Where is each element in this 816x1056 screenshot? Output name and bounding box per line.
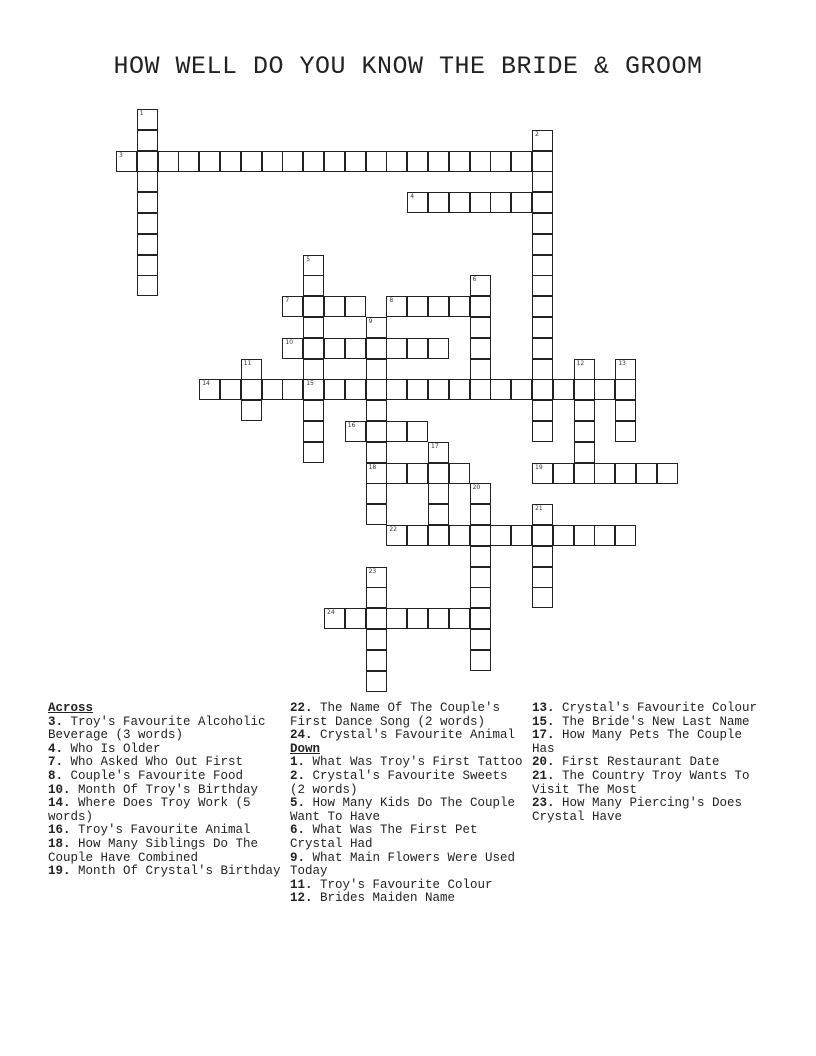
across-clue	[48, 797, 284, 824]
grid-cell[interactable]	[366, 151, 387, 172]
grid-cell[interactable]	[282, 338, 303, 359]
grid-cell[interactable]	[407, 192, 428, 213]
clue-number: 11.	[290, 877, 313, 892]
clue-number: 17.	[532, 728, 555, 743]
grid-cell[interactable]	[324, 151, 345, 172]
grid-cell[interactable]	[303, 296, 324, 317]
cell-number: 9	[368, 318, 373, 325]
grid-cell[interactable]	[532, 255, 553, 276]
grid-cell[interactable]	[178, 151, 199, 172]
down-clue	[290, 892, 526, 906]
grid-cell[interactable]	[532, 504, 553, 525]
clue-number: 5.	[290, 796, 306, 811]
grid-cell[interactable]	[137, 234, 158, 255]
clue-text: First Restaurant Date	[554, 755, 720, 770]
grid-cell[interactable]	[532, 213, 553, 234]
clue-text: Where Does Troy Work (5 words)	[48, 796, 251, 824]
grid-cell[interactable]	[428, 525, 449, 546]
clue-number: 6.	[290, 823, 306, 838]
grid-cell[interactable]	[324, 608, 345, 629]
grid-cell[interactable]	[470, 317, 491, 338]
grid-cell[interactable]	[324, 379, 345, 400]
down-clue	[532, 702, 768, 716]
across-clue	[48, 756, 284, 770]
grid-cell[interactable]	[470, 483, 491, 504]
grid-cell[interactable]	[428, 338, 449, 359]
grid-cell[interactable]	[407, 421, 428, 442]
cell-number: 15	[306, 380, 314, 388]
grid-cell[interactable]	[303, 317, 324, 338]
grid-cell[interactable]	[137, 213, 158, 234]
clues-column-2	[290, 702, 526, 906]
grid-cell[interactable]	[366, 442, 387, 463]
cell-number: 17	[431, 442, 439, 450]
grid-cell[interactable]	[303, 151, 324, 172]
grid-cell[interactable]	[428, 504, 449, 525]
grid-cell[interactable]	[470, 359, 491, 380]
grid-cell[interactable]	[470, 546, 491, 567]
grid-cell[interactable]	[636, 463, 657, 484]
clue-number: 19.	[48, 864, 71, 879]
grid-cell[interactable]	[366, 421, 387, 442]
grid-cell[interactable]	[386, 463, 407, 484]
grid-cell[interactable]	[407, 379, 428, 400]
grid-cell[interactable]	[366, 650, 387, 671]
cell-number: 19	[535, 463, 543, 471]
down-heading: Down	[290, 741, 321, 756]
grid-cell[interactable]	[470, 525, 491, 546]
grid-cell[interactable]	[366, 629, 387, 650]
grid-cell[interactable]	[220, 151, 241, 172]
grid-cell[interactable]	[345, 151, 366, 172]
grid-cell[interactable]	[470, 275, 491, 296]
clue-number: 2.	[290, 768, 306, 783]
down-clue	[532, 770, 768, 797]
clue-text: The Country Troy Wants To Visit The Most	[532, 768, 750, 797]
cell-number: 8	[389, 297, 394, 305]
grid-cell[interactable]	[532, 587, 553, 608]
grid-cell[interactable]	[386, 421, 407, 442]
across-clue	[48, 838, 284, 865]
grid-cell[interactable]	[366, 463, 387, 484]
grid-cell[interactable]	[345, 421, 366, 442]
across-clue	[48, 784, 284, 798]
grid-cell[interactable]	[470, 296, 491, 317]
clue-text: Troy's Favourite Alcoholic Beverage (3 words)	[48, 714, 266, 743]
cell-number: 23	[368, 567, 377, 575]
across-clue	[48, 716, 284, 743]
cell-number: 1	[139, 110, 144, 117]
grid-cell[interactable]	[428, 151, 449, 172]
grid-cell[interactable]	[366, 317, 387, 338]
clue-number: 21.	[532, 768, 555, 783]
grid-cell[interactable]	[428, 192, 449, 213]
grid-cell[interactable]	[553, 525, 574, 546]
grid-cell[interactable]	[303, 421, 324, 442]
grid-cell[interactable]	[407, 525, 428, 546]
grid-cell[interactable]	[303, 275, 324, 296]
grid-cell[interactable]	[199, 151, 220, 172]
clue-number: 23.	[532, 796, 555, 811]
grid-cell[interactable]	[345, 338, 366, 359]
cell-number: 12	[576, 359, 585, 367]
grid-cell[interactable]	[366, 359, 387, 380]
grid-cell[interactable]	[470, 629, 491, 650]
across-clue	[48, 743, 284, 757]
grid-cell[interactable]	[449, 151, 470, 172]
cell-number: 22	[389, 526, 398, 533]
clue-text: The Bride's New Last Name	[554, 714, 750, 729]
grid-cell[interactable]	[428, 379, 449, 400]
grid-cell[interactable]	[366, 379, 387, 400]
grid-cell[interactable]	[137, 255, 158, 276]
grid-cell[interactable]	[470, 608, 491, 629]
grid-cell[interactable]	[449, 463, 470, 484]
grid-cell[interactable]	[345, 608, 366, 629]
grid-cell[interactable]	[241, 400, 262, 421]
clue-text: Troy's Favourite Animal	[70, 823, 251, 838]
grid-cell[interactable]	[386, 608, 407, 629]
cell-number: 4	[410, 193, 415, 201]
grid-cell[interactable]	[470, 338, 491, 359]
grid-cell[interactable]	[407, 608, 428, 629]
grid-cell[interactable]	[511, 525, 532, 546]
grid-cell[interactable]	[490, 525, 511, 546]
down-clue	[290, 756, 526, 770]
clue-text: Month Of Crystal's Birthday	[70, 864, 281, 879]
grid-cell[interactable]	[532, 359, 553, 380]
grid-cell[interactable]	[553, 379, 574, 400]
grid-cell[interactable]	[303, 359, 324, 380]
grid-cell[interactable]	[532, 192, 553, 213]
grid-cell[interactable]	[282, 151, 303, 172]
grid-cell[interactable]	[407, 338, 428, 359]
grid-cell[interactable]	[449, 608, 470, 629]
grid-cell[interactable]	[158, 151, 179, 172]
clue-number: 22.	[290, 701, 313, 715]
grid-cell[interactable]	[303, 442, 324, 463]
grid-cell[interactable]	[137, 130, 158, 151]
grid-cell[interactable]	[490, 192, 511, 213]
grid-cell[interactable]	[470, 650, 491, 671]
clue-number: 16.	[48, 823, 71, 838]
grid-cell[interactable]	[470, 504, 491, 525]
grid-cell[interactable]	[386, 296, 407, 317]
cell-number: 14	[202, 380, 210, 388]
grid-cell[interactable]	[511, 379, 532, 400]
grid-cell[interactable]	[262, 151, 283, 172]
grid-cell[interactable]	[241, 379, 262, 400]
grid-cell[interactable]	[532, 234, 553, 255]
clue-text: How Many Kids Do The Couple Want To Have	[290, 796, 516, 824]
grid-cell[interactable]	[532, 525, 553, 546]
grid-cell[interactable]	[241, 151, 262, 172]
grid-cell[interactable]	[470, 151, 491, 172]
grid-cell[interactable]	[428, 442, 449, 463]
clues-column-3	[532, 702, 768, 824]
grid-cell[interactable]	[262, 379, 283, 400]
clue-text: The Name Of The Couple's First Dance Song (2 words)	[290, 701, 501, 729]
cell-number: 6	[472, 276, 477, 284]
grid-cell[interactable]	[532, 546, 553, 567]
clue-number: 3.	[48, 714, 64, 729]
grid-cell[interactable]	[532, 567, 553, 588]
cell-number: 24	[327, 609, 335, 617]
clue-number: 18.	[48, 836, 71, 851]
grid-cell[interactable]	[241, 359, 262, 380]
clue-text: Crystal's Favourite Animal	[312, 728, 516, 743]
clue-text: What Main Flowers Were Used Today	[290, 850, 516, 879]
down-clue	[532, 729, 768, 756]
clue-number: 10.	[48, 782, 71, 797]
down-clue	[290, 824, 526, 851]
clue-number: 12.	[290, 891, 313, 906]
grid-cell[interactable]	[615, 525, 636, 546]
grid-cell[interactable]	[386, 525, 407, 546]
grid-cell[interactable]	[532, 296, 553, 317]
grid-cell[interactable]	[137, 275, 158, 296]
clue-text: Crystal's Favourite Colour	[554, 701, 758, 715]
grid-cell[interactable]	[303, 338, 324, 359]
grid-cell[interactable]	[490, 151, 511, 172]
clue-text: Crystal's Favourite Sweets (2 words)	[290, 768, 508, 797]
clue-number: 20.	[532, 755, 555, 770]
grid-cell[interactable]	[532, 275, 553, 296]
grid-cell[interactable]	[532, 400, 553, 421]
clue-text: How Many Pets The Couple Has	[532, 728, 743, 756]
cell-number: 2	[535, 130, 539, 138]
cell-number: 13	[618, 359, 626, 367]
grid-cell[interactable]	[490, 379, 511, 400]
clue-text: Brides Maiden Name	[312, 891, 456, 906]
page-title: HOW WELL DO YOU KNOW THE BRIDE & GROOM	[113, 52, 703, 81]
grid-cell[interactable]	[303, 379, 324, 400]
grid-cell[interactable]	[511, 192, 532, 213]
cell-number: 18	[368, 463, 377, 471]
clue-text: How Many Siblings Do The Couple Have Combined	[48, 836, 259, 865]
clue-number: 24.	[290, 728, 313, 743]
grid-cell[interactable]	[386, 151, 407, 172]
grid-cell[interactable]	[282, 379, 303, 400]
grid-cell[interactable]	[615, 359, 636, 380]
grid-cell[interactable]	[532, 463, 553, 484]
grid-cell[interactable]	[137, 109, 158, 130]
clue-text: What Was The First Pet Crystal Had	[290, 823, 478, 851]
cell-number: 3	[119, 151, 123, 159]
grid-cell[interactable]	[657, 463, 678, 484]
grid-cell[interactable]	[574, 359, 595, 380]
cell-number: 20	[472, 484, 481, 492]
grid-cell[interactable]	[615, 400, 636, 421]
clue-number: 14.	[48, 796, 71, 811]
down-clue	[532, 756, 768, 770]
grid-cell[interactable]	[574, 400, 595, 421]
clue-number: 4.	[48, 741, 64, 756]
across-clue	[48, 824, 284, 838]
grid-cell[interactable]	[220, 379, 241, 400]
grid-cell[interactable]	[137, 192, 158, 213]
clue-number: 9.	[290, 850, 306, 865]
grid-cell[interactable]	[574, 525, 595, 546]
grid-cell[interactable]	[449, 296, 470, 317]
down-clue	[290, 852, 526, 879]
clue-text: Who Is Older	[63, 741, 161, 756]
grid-cell[interactable]	[386, 338, 407, 359]
grid-cell[interactable]	[407, 296, 428, 317]
grid-cell[interactable]	[470, 379, 491, 400]
grid-cell[interactable]	[615, 421, 636, 442]
grid-cell[interactable]	[324, 338, 345, 359]
grid-cell[interactable]	[199, 379, 220, 400]
grid-cell[interactable]	[366, 587, 387, 608]
grid-cell[interactable]	[366, 400, 387, 421]
clue-text: Couple's Favourite Food	[63, 768, 244, 783]
across-clue	[290, 729, 526, 743]
cell-number: 7	[285, 297, 290, 305]
grid-cell[interactable]	[574, 442, 595, 463]
grid-cell[interactable]	[532, 421, 553, 442]
grid-cell[interactable]	[303, 255, 324, 276]
grid-cell[interactable]	[532, 379, 553, 400]
grid-cell[interactable]	[428, 463, 449, 484]
grid-cell[interactable]	[386, 379, 407, 400]
grid-cell[interactable]	[594, 379, 615, 400]
grid-cell[interactable]	[407, 151, 428, 172]
across-clue	[290, 702, 526, 729]
grid-cell[interactable]	[615, 379, 636, 400]
down-clue	[290, 770, 526, 797]
grid-cell[interactable]	[449, 192, 470, 213]
grid-cell[interactable]	[470, 567, 491, 588]
grid-cell[interactable]	[366, 504, 387, 525]
grid-cell[interactable]	[137, 151, 158, 172]
grid-cell[interactable]	[594, 525, 615, 546]
grid-cell[interactable]	[511, 151, 532, 172]
cell-number: 11	[243, 359, 252, 367]
cell-number: 21	[535, 505, 543, 513]
grid-cell[interactable]	[137, 171, 158, 192]
clue-number: 15.	[532, 714, 555, 729]
clues-column-1	[48, 702, 284, 879]
grid-cell[interactable]	[366, 567, 387, 588]
grid-cell[interactable]	[532, 317, 553, 338]
clue-number: 13.	[532, 701, 555, 715]
grid-cell[interactable]	[428, 608, 449, 629]
grid-cell[interactable]	[615, 463, 636, 484]
clue-text: How Many Piercing's Does Crystal Have	[532, 796, 743, 824]
across-clue	[48, 865, 284, 879]
grid-cell[interactable]	[594, 463, 615, 484]
cell-number: 5	[306, 255, 311, 263]
clue-text: Month Of Troy's Birthday	[70, 782, 259, 797]
down-clue	[532, 797, 768, 824]
grid-cell[interactable]	[428, 296, 449, 317]
down-clue	[532, 716, 768, 730]
grid-cell[interactable]	[574, 463, 595, 484]
grid-cell[interactable]	[324, 296, 345, 317]
across-heading: Across	[48, 701, 94, 715]
grid-cell[interactable]	[366, 671, 387, 692]
across-clue	[48, 770, 284, 784]
clue-text: What Was Troy's First Tattoo	[305, 755, 523, 770]
cell-number: 10	[285, 338, 294, 346]
grid-cell[interactable]	[366, 338, 387, 359]
grid-cell[interactable]	[532, 130, 553, 151]
down-clue	[290, 879, 526, 893]
grid-cell[interactable]	[553, 463, 574, 484]
clue-number: 7.	[48, 755, 64, 770]
clue-number: 1.	[290, 755, 306, 770]
cell-number: 16	[347, 422, 356, 429]
grid-cell[interactable]	[470, 587, 491, 608]
grid-cell[interactable]	[366, 608, 387, 629]
grid-cell[interactable]	[449, 525, 470, 546]
down-clue	[290, 797, 526, 824]
clue-text: Who Asked Who Out First	[63, 755, 244, 770]
grid-cell[interactable]	[574, 421, 595, 442]
grid-cell[interactable]	[574, 379, 595, 400]
grid-cell[interactable]	[345, 379, 366, 400]
grid-cell[interactable]	[345, 296, 366, 317]
grid-cell[interactable]	[303, 400, 324, 421]
clue-number: 8.	[48, 768, 64, 783]
grid-cell[interactable]	[532, 338, 553, 359]
grid-cell[interactable]	[449, 379, 470, 400]
grid-cell[interactable]	[407, 463, 428, 484]
clue-text: Troy's Favourite Colour	[312, 877, 493, 892]
grid-cell[interactable]	[366, 483, 387, 504]
grid-cell[interactable]	[532, 151, 553, 172]
grid-cell[interactable]	[116, 151, 137, 172]
grid-cell[interactable]	[428, 483, 449, 504]
grid-cell[interactable]	[470, 192, 491, 213]
grid-cell[interactable]	[532, 171, 553, 192]
grid-cell[interactable]	[282, 296, 303, 317]
